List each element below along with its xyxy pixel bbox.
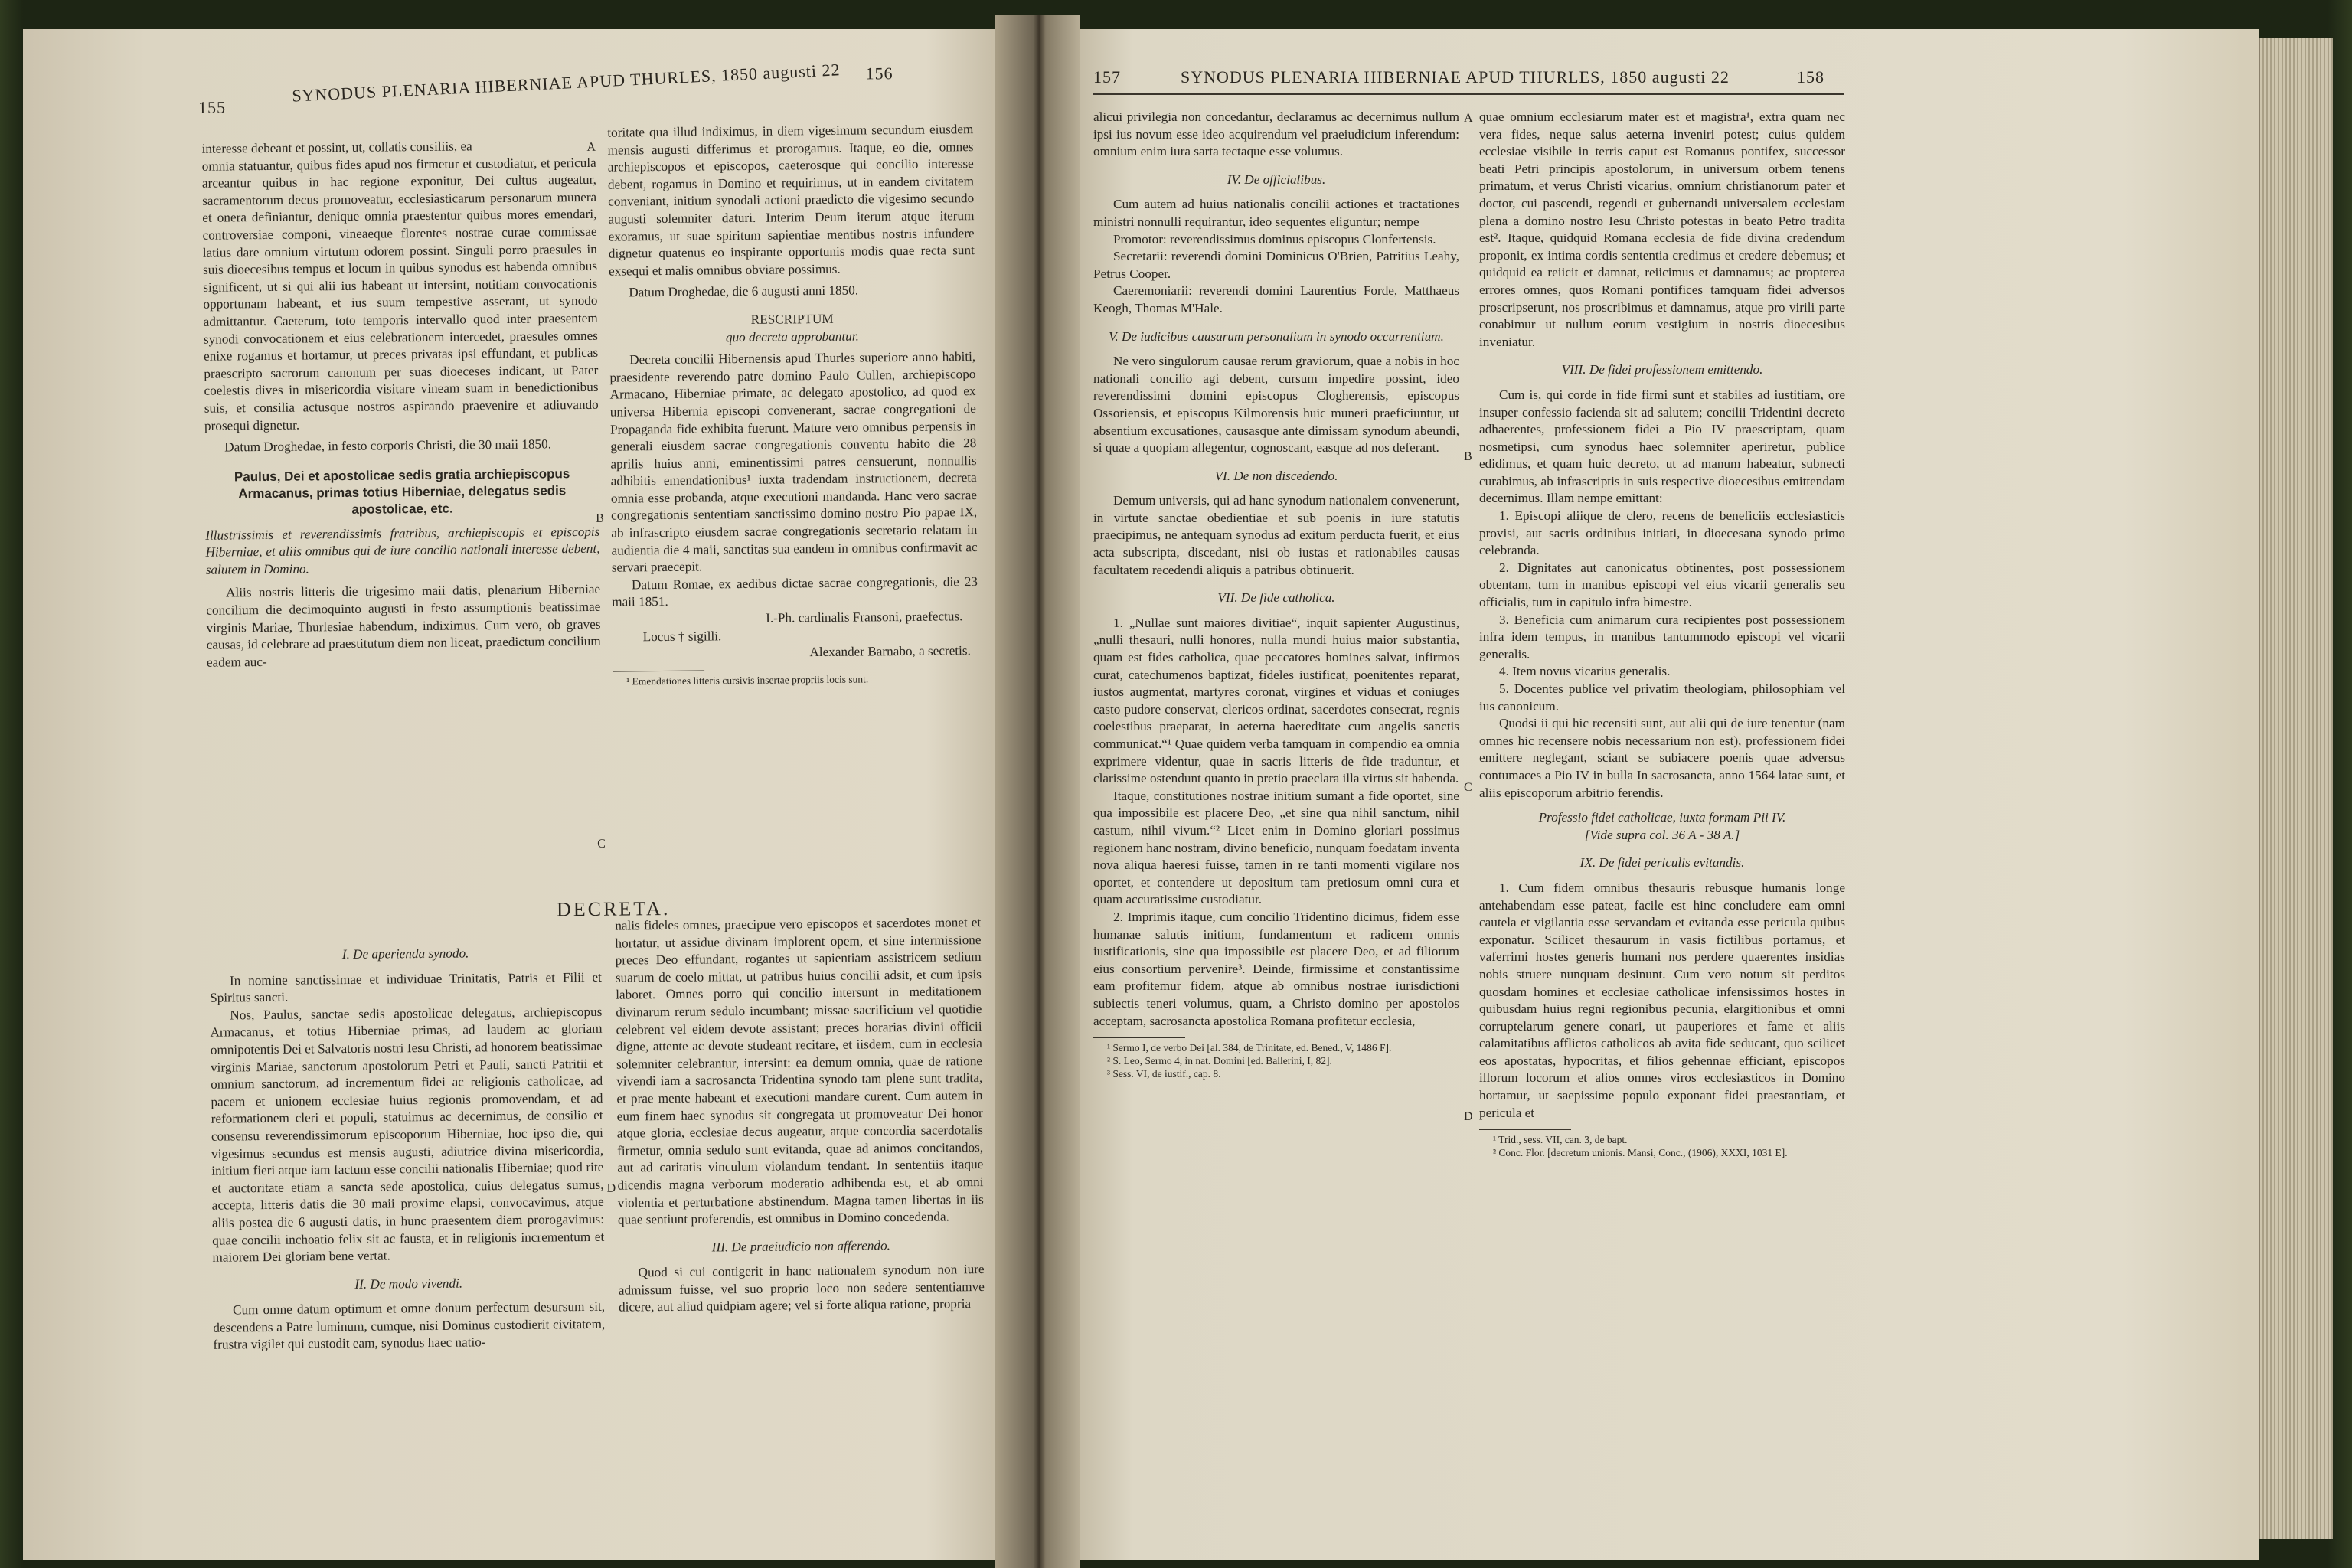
margin-letter: A bbox=[586, 140, 596, 154]
paragraph: omnia statuantur, quibus fides apud nos firmetur et custodiatur, et pericula arceantur quibus in hac regione exponitur, Dei cultus augeatur, sacramentorum decus promoveatur, ecclesiasticarum personarum munera et onera definiantur, denique omnia praestentur quibus mores emendari, controversiae componi, vineaeque florentes nostrae curae commissae latius dare omnium virtutum odorem possint. Singuli porro praesules in suis dioecesibus tempus et locum in quibus synodus est habenda omnibus significent, ut si qui alii ius habeant ut intersint, notitiam convocationis opportunam habeant, et ius suum tempestive asserant, ut synodo admittantur. Caeterum, toto temporis intervallo quod inter praesentem synodi convocationem et eius celebrationem intercedet, praesules omnes enixe rogamus et hortamur, ut preces privatas ipsi effundant, et publicas praescripto sacrorum canonum per suas dioeceses indicant, ut Pater coelestis dives in misericordia visitare vineam suam in benedictionibus suis, et consilia actusque nostros aspirando praevenire et adiuvando prosequi dignetur. bbox=[201, 155, 599, 433]
left-running-title: SYNODUS PLENARIA HIBERNIAE APUD THURLES, 1850 augusti 22 bbox=[291, 60, 841, 106]
margin-letter: C bbox=[1464, 781, 1472, 794]
list-item: 2. Dignitates aut canonicatus obtinentes, post possessionem obtentam, tum in manibus episcopi vel eius vicarii generalis seu officialis, tum in capitulo infra bimestre. bbox=[1479, 560, 1845, 610]
paragraph: Cum omne datum optimum et omne donum perfectum desursum sit, descendens a Patre luminum, cumque, nisi Dominus custodierit civitatem, frustra vigilet qui custodit eam, synodus haec natio- bbox=[213, 1299, 606, 1353]
paragraph: Itaque, constitutiones nostrae initium sumant a fide oportet, sine qua impossibile est placere Deo, „et sine qua nihil sanctum, nihil castum, nihil vivum.“² Licet enim in Domino gloriari possimus regionem hanc nostram, divino beneficio, nunquam foedatam inventa nova aliqua haeresi fuisse, tamen in re tanti momenti vigilare nos oportet, et contendere ut depositum tam pretiosum omni cura et quam accuratissime custodiatur. bbox=[1093, 788, 1459, 907]
paragraph: Promotor: reverendissimus dominus episcopus Clonfertensis. bbox=[1113, 231, 1436, 247]
paragraph: Quodsi ii qui hic recensiti sunt, aut alii qui de iure tenentur (nam omnes hic recensere nobis necessarium non est), professionem fidei emittere neglegant, sciant se subiacere poenis quae adversus contumaces a Pio IV in bulla In sacrosancta, anno 1564 latae sunt, et aliis episcoporum arbitrio ferendis. bbox=[1479, 716, 1845, 800]
right-page-number-left: 157 bbox=[1093, 67, 1121, 87]
margin-letter: A bbox=[1464, 112, 1473, 125]
footnote: ¹ Sermo I, de verbo Dei [al. 384, de Trinitate, ed. Bened., V, 1486 F]. bbox=[1107, 1042, 1392, 1054]
paragraph: Cum is, qui corde in fide firmi sunt et stabiles ad iustitiam, ore insuper confessio facienda sit ad salutem; concilii Tridentini decreto adhaerentes, professionem fidei a Pio IV praescriptam, quam nosmetipsi, cum synodus haec solemniter aperiretur, publice edidimus, et quam huic decreto, ut ad manum habeatur, subnecti curabimus, ab infrascriptis in suis respective dioecesibus emittendam decernimus. Illam nempe emittant: bbox=[1479, 387, 1845, 506]
date-line: Datum Droghedae, die 6 augusti anni 1850. bbox=[629, 283, 859, 300]
footnote-rule bbox=[1093, 1037, 1185, 1038]
footnote: ¹ Emendationes litteris cursivis insertae propriis locis sunt. bbox=[626, 673, 869, 688]
book-gutter bbox=[995, 15, 1080, 1568]
paragraph: Aliis nostris litteris die trigesimo maii datis, plenarium Hiberniae concilium die decimoquinto augusti in festo assumptionis beatissimae virginis Mariae, Thurlesiae habendum, indiximus. Cum vero, ob graves causas, id celebrare ad praestitutum diem non liceat, praedictum concilium eadem auc- bbox=[206, 582, 601, 670]
section-title: II. De modo vivendi. bbox=[354, 1276, 463, 1292]
margin-letter: B bbox=[1464, 450, 1472, 463]
date-line: Datum Droghedae, in festo corporis Christi, die 30 maii 1850. bbox=[224, 436, 552, 455]
professio-title: Professio fidei catholicae, iuxta formam Pii IV. bbox=[1538, 810, 1786, 825]
paragraph: interesse debeant et possint, ut, collatis consiliis, ea bbox=[201, 139, 472, 156]
paragraph: Nos, Paulus, sanctae sedis apostolicae delegatus, archiepiscopus Armacanus, et totius Hiberniae primas, ad laudem ac gloriam omnipotentis Dei et Salvatoris nostri Iesu Christi, ad honorem beatissimae virginis Mariae, sanctorum apostolorum Petri et Pauli, sancti Patritii et omnium sanctorum, ad incrementum fidei ac religionis catholicae, ad pacem et unionem ecclesiae huius regionis promovendam, et ad reformationem cleri et populi, statuimus ac decernimus, de consilio et consensu reverendissimorum episcoporum Hiberniae, hoc ipso die, qui vigesimus secundus est mensis augusti, adiutrice divina misericordia, initium fieri atque iam factum esse concilii nationalis Hiberniae; quod rite et auctoritate etiam a sancta sede apostolica, cuius delegatus sumus, accepta, litteris datis die 30 maii proxime elapsi, convocavimus, atque aliis postea die 6 augusti datis, in hunc praesentem diem prorogavimus: quae concilii inchoatio felix sit ac fausta, et in religionis incrementum et maiorem Dei gloriam bene vertat. bbox=[210, 1004, 605, 1265]
signature: I.-Ph. cardinalis Fransoni, praefectus. bbox=[766, 609, 963, 626]
salutation: Illustrissimis et reverendissimis fratribus, archiepiscopis et episcopis Hiberniae, et aliis omnibus qui de iure concilio nationali interesse debent, salutem in Domino. bbox=[205, 524, 600, 577]
page-edges bbox=[2259, 38, 2333, 1539]
paragraph: 1. „Nullae sunt maiores divitiae“, inquit sapienter Augustinus, „nulli thesauri, nulli honores, nulla mundi huius maior substantia, quam est fides catholica, quae peccatores homines salvat, infirmos curat, catechumenos baptizat, fideles iustificat, poenitentes reparat, iustos augmentat, martyres coronat, virgines et viduas et coniuges casto pudore conservat, clericos ordinat, sacerdotes consecrat, regnis coelestibus praeparat, in aeterna haereditate cum angelis sanctis communicat.“¹ Quae quidem verba tamquam in compendio ea omnia exprimere videntur, quae in sacris litteris de fide traduntur, et clarissime ostendunt quanto in pretio praeclara illa virtus sit habenda. bbox=[1093, 615, 1459, 786]
footnote: ² Conc. Flor. [decretum unionis. Mansi, Conc., (1906), XXXI, 1031 E]. bbox=[1493, 1147, 1788, 1159]
footnote-rule bbox=[1479, 1129, 1571, 1130]
section-title: VIII. De fidei professionem emittendo. bbox=[1561, 362, 1763, 377]
signature: Alexander Barnabo, a secretis. bbox=[809, 643, 971, 660]
right-page-number: 158 bbox=[1797, 67, 1824, 87]
paragraph: nalis fideles omnes, praecipue vero episcopos et sacerdotes monet et hortatur, ut assidue divinam implorent opem, et sine intermissione preces Deo effundant, rogantes ut sapientiam assistricem sedium suarum de coelo mittat, ut patribus huius concilii adsit, et cum ipsis laboret. Omnes porro qui concilio intersunt in meditationem divinarum rerum sedulo incumbant; missae sacrificium vel quotidie celebrent vel eidem devote assistant; preces horarias divini officii digne, attente ac devote studeant recitare, et iisdem, cum in ecclesia solemniter celebrantur, intersint: ea demum omnia, quae de ratione vivendi iam a sacrosancta Tridentina synodo tam plene sunt tradita, et prae mente habeant et executioni mandare curent. Cum autem in eum finem haec synodus sit congregata ut promoveatur Dei honor atque gloria, ecclesiae decus augeatur, atque concordia sacerdotalis firmetur, omnia sedulo sunt evitanda, quae ad animos concitandos, aut ad caritatis vinculum violandum tendant. In sententiis itaque dicendis magna verborum moderatio adhibenda est, et ab omni violentia et perturbatione abstinendum. Magna tamen libertas in iis quae sentiunt proferendis, est omnibus in Domino concedenda. bbox=[615, 915, 984, 1227]
list-item: 4. Item novus vicarius generalis. bbox=[1499, 664, 1671, 679]
section-title: I. De aperienda synodo. bbox=[341, 946, 469, 962]
paragraph: alicui privilegia non concedantur, declaramus ac decernimus nullum ipsi ius novum esse ideo acquirendum vel praeiudicium inferendum: omnium enim iura sarta tectaque esse volumus. bbox=[1093, 109, 1459, 159]
section-title: VI. De non discedendo. bbox=[1214, 468, 1338, 483]
paragraph: 2. Imprimis itaque, cum concilio Tridentino dicimus, fidem esse humanae salutis initium, fundamentum et radicem omnis iustificationis, sine qua impossibile est placere Deo, et ad filiorum eius consortium pervenire³. Deinde, firmissime et constantissime eam profitemur fidem, atque ab omnibus nostrae iurisdictioni subiectis teneri volumus, quam, a Christo domino per apostolos acceptam, sacrosancta apostolica Romana profitetur ecclesia, bbox=[1093, 909, 1459, 1028]
list-item: 5. Docentes publice vel privatim theologiam, philosophiam vel ius canonicum. bbox=[1479, 681, 1845, 714]
footnote-rule bbox=[612, 670, 704, 671]
right-column-1 bbox=[1093, 109, 1459, 1080]
section-title: VII. De fide catholica. bbox=[1217, 590, 1335, 606]
seal-note: Locus † sigilli. bbox=[642, 628, 722, 644]
margin-letter: B bbox=[596, 511, 604, 525]
paragraph: In nomine sanctissimae et individuae Trinitatis, Patris et Filii et Spiritus sancti. bbox=[210, 969, 603, 1005]
paragraph: Cum autem ad huius nationalis concilii actiones et tractationes ministri nonnulli requirantur, ideo sequentes eliguntur; nempe bbox=[1093, 197, 1459, 229]
footnote: ² S. Leo, Sermo 4, in nat. Domini [ed. Ballerini, I, 82]. bbox=[1107, 1055, 1332, 1067]
date-line: Datum Romae, ex aedibus dictae sacrae congregationis, die 23 maii 1851. bbox=[612, 573, 978, 610]
left-column-3 bbox=[209, 933, 605, 1354]
left-page-number-right: 156 bbox=[865, 64, 893, 83]
left-column-1 bbox=[201, 137, 601, 671]
left-page-number: 155 bbox=[198, 97, 227, 117]
margin-letter: C bbox=[597, 837, 606, 851]
footnote: ¹ Trid., sess. VII, can. 3, de bapt. bbox=[1493, 1134, 1628, 1146]
section-title: IX. De fidei periculis evitandis. bbox=[1579, 855, 1745, 871]
paragraph: quae omnium ecclesiarum mater est et magistra¹, extra quam nec vera fides, neque salus aeterna inveniri potest; cuius quidem ecclesiae visibile in terris caput est Romanus pontifex, successor beati Petri principis apostolorum, in universum orbem tenens primatum, et verus Christi vicarius, omnium christianorum pater et doctor, cui pascendi, regendi et gubernandi universalem ecclesiam plena a domino nostro Iesu Christo potestas in beato Petro tradita est². Itaque, quidquid Romana ecclesia de fide divina credendum proponit, ex intima cordis sententia credimus et credere debemus; et quidquid ea reiicit et damnat, reiicimus et damnamus; ac propterea errores omnes, quos Romani pontifices tamquam fidei adversos proscripserunt, nos proscribimus et damnamus, atque pro virili parte conabimur ut nullum eorum vestigium in nostris dioecesibus inveniatur. bbox=[1479, 109, 1845, 349]
left-page bbox=[23, 29, 1032, 1560]
list-item: 1. Episcopi aliique de clero, recens de beneficiis ecclesiasticis provisi, aut sacris ordinibus initiati, in dioecesana synodo primo celebranda. bbox=[1479, 508, 1845, 558]
footnote: ³ Sess. VI, de iustif., cap. 8. bbox=[1107, 1068, 1221, 1080]
paragraph: toritate qua illud indiximus, in diem vigesimum secundum eiusdem mensis augusti differimus et prorogamus. Itaque, eo die, omnes archiepiscopos et episcopos, caeterosque qui concilio interesse debent, rogamus in Domino et requirimus, ut in eandem civitatem conveniant, initium synodali actioni praedicto die vigesimo secundo augusti solemniter daturi. Interim Deum iterum atque iterum exoramus, ut suae spiritum sapientiae mentibus nostris infundere dignetur quatenus eo inspirante opportunis modis quae recta sunt exsequi et malis omnibus obviare possimus. bbox=[607, 122, 975, 279]
paragraph: Decreta concilii Hibernensis apud Thurles superiore anno habiti, praesidente reverendo patre domino Paulo Cullen, archiepiscopo Armacano, Hiberniae primate, ac delegato apostolico, ad quod ex universa Hibernia episcopi convenerant, sacrae congregationi de Propaganda fide exhibita fuerunt. Mature vero omnibus perpensis in generali eiusdem sacrae congregationis conventu habito die 28 aprilis huius anni, eminentissimi patres censuerunt, nonnullis adhibitis emendationibus¹ iuxta tradendam instructionem, decreta omnia esse probanda, atque executioni mandanda. Hanc vero sacrae congregationis sententiam sanctissimo domino nostro Pio papae IX, ab infrascripto eiusdem sacrae congregationis secretario relatam in audientia die 4 maii, sanctitas sua eandem in omnibus confirmavit ac servari praecepit. bbox=[609, 349, 978, 575]
list-item: 3. Beneficia cum animarum cura recipientes post possessionem infra idem tempus, in manibus tantummodo episcopi vel vicarii generalis. bbox=[1479, 612, 1845, 662]
paragraph: Caeremoniarii: reverendi domini Laurentius Forde, Matthaeus Keogh, Thomas M'Hale. bbox=[1093, 283, 1459, 315]
decreta-title: DECRETA. bbox=[556, 897, 671, 921]
rescriptum-title: RESCRIPTUM bbox=[750, 311, 834, 327]
section-title: V. De iudicibus causarum personalium in synodo occurrentium. bbox=[1109, 328, 1444, 344]
margin-letter: D bbox=[606, 1181, 616, 1195]
paragraph: Secretarii: reverendi domini Dominicus O'Brien, Patritius Leahy, Petrus Cooper. bbox=[1093, 249, 1459, 281]
margin-letter: D bbox=[1464, 1110, 1473, 1123]
right-running-title: SYNODUS PLENARIA HIBERNIAE APUD THURLES, 1850 augusti 22 bbox=[1181, 67, 1730, 87]
bold-heading: Paulus, Dei et apostolicae sedis gratia archiepiscopus Armacanus, primas totius Hiberniae, delegatus sedis apostolicae, etc. bbox=[234, 466, 570, 517]
left-column-4 bbox=[615, 914, 985, 1317]
paragraph: Quod si cui contigerit in hanc nationalem synodum non iure admissum fuisse, vel suo proprio loco non sedere sententiamve dicere, aut aliud quidpiam agere; vel si forte aliqua ratione, propria bbox=[618, 1262, 985, 1315]
right-column-2 bbox=[1479, 109, 1845, 1159]
right-page bbox=[1049, 29, 2259, 1560]
paragraph: Ne vero singulorum causae rerum graviorum, quae a nobis in hoc nationali concilio agi debent, cursum impedire possint, ideo reverendissimi domini episcopus Clogherensis, episcopus Ossoriensis, et episcopus Kilmorensis huic muneri praeficiuntur, ut absentium excusationes, causasque ante dimissam synodum abeundi, si quae a quopiam allegentur, cognoscant, easque ad nos deferant. bbox=[1093, 354, 1459, 456]
cross-reference: [Vide supra col. 36 A - 38 A.] bbox=[1584, 827, 1740, 842]
rescriptum-subtitle: quo decreta approbantur. bbox=[725, 328, 859, 345]
header-rule bbox=[1093, 93, 1844, 95]
paragraph: Demum universis, qui ad hanc synodum nationalem convenerunt, in virtute sanctae obedientiae et sub poenis in iure statutis praecipimus, ne antequam synodus ad exitum perducta fuerit, et eius acta subscripta, discedant, nisi ob iustas et rationabiles causas facultatem recedendi aliquis a patribus obtinuerit. bbox=[1093, 493, 1459, 577]
paragraph: 1. Cum fidem omnibus thesauris rebusque humanis longe antehabendam esse pateat, facile est hinc concludere eam omni cautela et vigilantia esse servandam et evitanda esse pericula quibus exponatur. Scilicet thesaurum in vasis fictilibus portamus, et vaferrimi hostes generis humani nos perdere quaerentes insidias nobis struere nunquam desinunt. Cum vero notum sit perditos quosdam homines et ecclesiae catholicae infensissimos hostes in quibusdam huius regni regionibus pecunia, elargitionibus et omni corruptelarum genere conari, ut pauperiores et fame et aliis calamitatibus afflictos catholicos ab avita fide seducant, quo scilicet eos apostatas, hypocritas, et filios gehennae efficiant, episcopos illorum locorum et alios omnes viros ecclesiasticos in Domino hortamur, ut saepissime populo exponant fidei praestantiam, et pericula et bbox=[1479, 880, 1845, 1120]
section-title: III. De praeiudicio non afferendo. bbox=[711, 1237, 891, 1255]
section-title: IV. De officialibus. bbox=[1227, 172, 1326, 187]
left-column-2 bbox=[607, 121, 978, 688]
